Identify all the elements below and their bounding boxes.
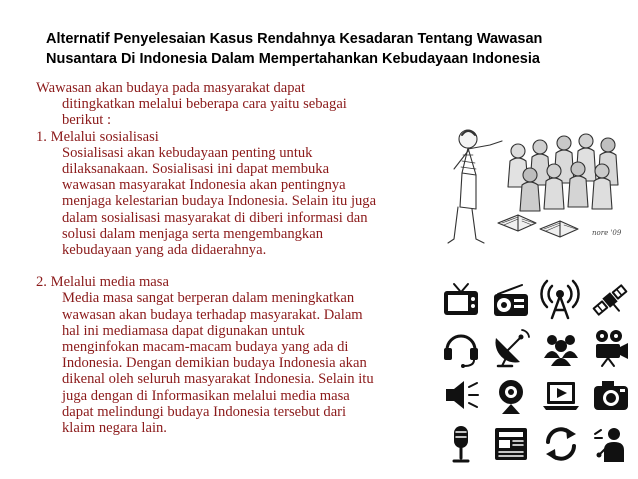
- section-2-line: menginfokan macam-macam budaya yang ada di: [62, 339, 349, 356]
- video-camera-icon: [596, 330, 628, 366]
- section-2-line: dapat melindungi budaya Indonesia tersebut dari: [62, 403, 347, 420]
- media-icon-grid: [440, 276, 636, 468]
- sketch-signature: nore '09: [592, 229, 622, 237]
- section-1-line: solusi dalam menjaga serta mengembangkan: [62, 225, 323, 242]
- tv-icon: [444, 284, 478, 315]
- newspaper-icon: [495, 428, 527, 460]
- camera-icon: [594, 381, 628, 410]
- section-1-line: menjaga kelestarian budaya Indonesia. Selain itu juga: [62, 193, 377, 210]
- body-text: [36, 80, 426, 436]
- slide-title: [46, 29, 616, 69]
- section-1-line: dilaksanakaan. Sosialisasi ini dapat membuka: [62, 161, 330, 178]
- presenter-icon: [595, 428, 624, 462]
- radio-icon: [494, 285, 528, 316]
- section-2-line: hal ini mediamasa dapat digunakan untuk: [62, 322, 305, 339]
- broadcast-tower-icon: [541, 281, 578, 318]
- microphone-icon: [454, 426, 468, 461]
- satellite-icon: [592, 284, 632, 322]
- section-1-line: kebudayaan yang ada didaerahnya.: [62, 242, 267, 259]
- section-2-line: klaim negara lain.: [62, 420, 167, 437]
- title-line-1: Alternatif Penyelesaian Kasus Rendahnya Kesadaran Tentang Wawasan: [46, 31, 543, 47]
- speaker-icon: [446, 381, 478, 409]
- intro-line: Wawasan akan budaya pada masyarakat dapat: [36, 80, 306, 96]
- people-group-icon: [544, 335, 578, 366]
- section-2-line: juga dengan di Informasikan melalui media masa: [62, 387, 350, 404]
- title-line-2: Nusantara Di Indonesia Dalam Mempertahankan Kebudayaan Indonesia: [46, 51, 540, 67]
- section-1-line: Sosialisasi akan kebudayaan penting untuk: [62, 144, 313, 161]
- intro-line: berikut :: [62, 112, 112, 129]
- section-1-line: wawasan masyarakat Indonesia akan pentingnya: [62, 177, 346, 194]
- section-2-line: Media masa sangat berperan dalam meningkatkan: [62, 290, 355, 307]
- section-2-line: Indonesia. Dengan demikian budaya Indonesia akan: [62, 355, 367, 372]
- laptop-play-icon: [543, 382, 579, 410]
- teaching-sketch-illustration: [432, 111, 634, 254]
- section-2-line: dikenal oleh seluruh masyarakat Indonesia. Selain itu: [62, 371, 374, 388]
- section-2-line: wawasan akan budaya terhadap masyarakat. Dalam: [62, 306, 363, 323]
- webcam-icon: [499, 380, 523, 414]
- section-1-line: dalam sosialisasi masyarakat di diberi informasi dan: [62, 209, 368, 226]
- satellite-dish-icon: [495, 330, 529, 366]
- intro-line: ditingkatkan melalui beberapa cara yaitu sebagai: [62, 96, 347, 113]
- refresh-arrows-icon: [546, 428, 576, 460]
- section-2-heading: 2. Melalui media masa: [36, 274, 169, 291]
- headset-icon: [444, 336, 478, 368]
- section-1-heading: 1. Melalui sosialisasi: [36, 128, 159, 145]
